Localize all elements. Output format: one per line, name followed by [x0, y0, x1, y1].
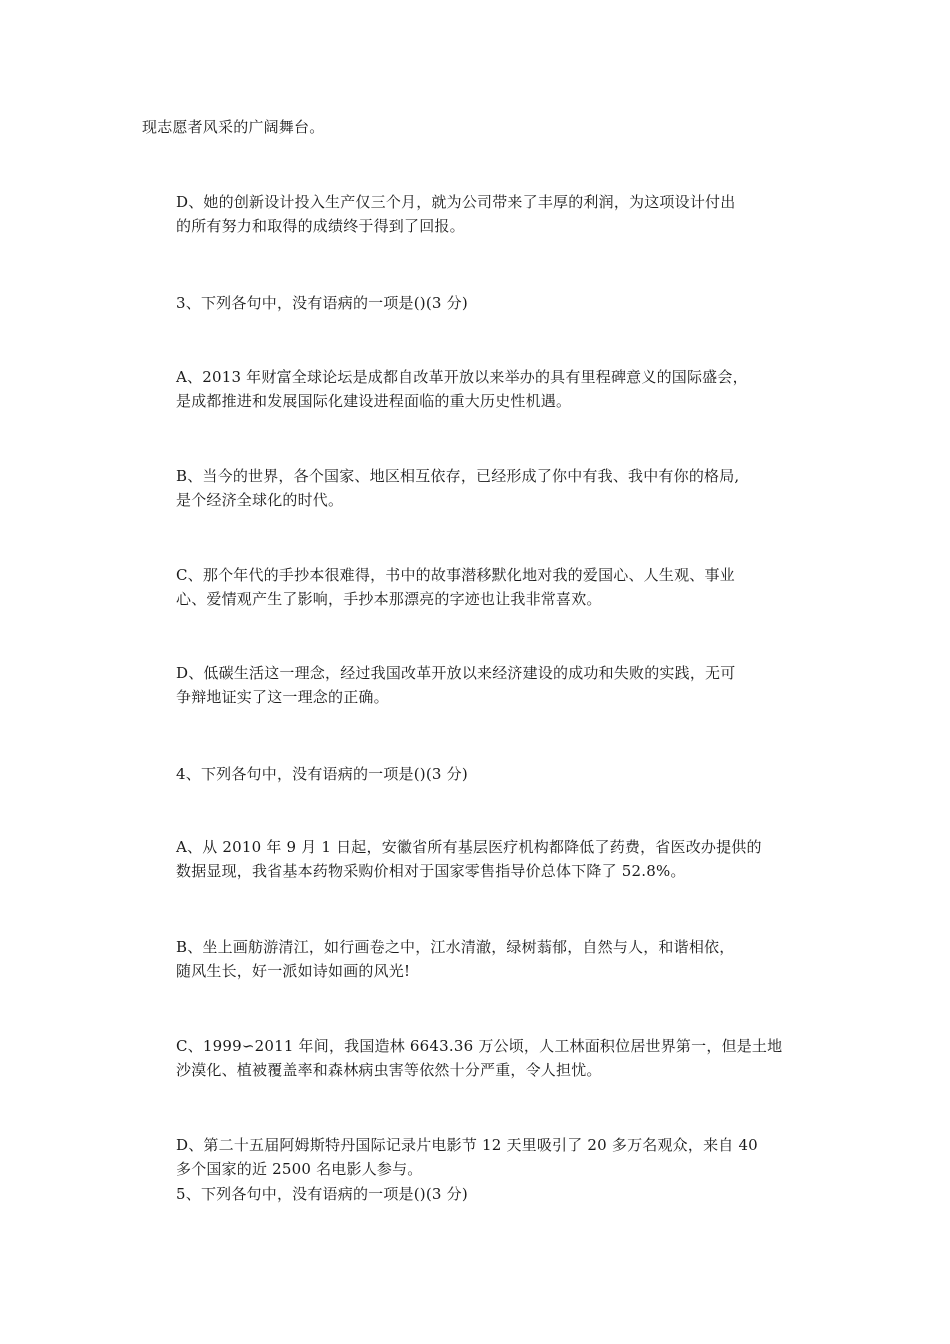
text-line: 是个经济全球化的时代。	[176, 491, 344, 509]
paragraph-option-c-q3	[142, 563, 810, 611]
text-line: 争辩地证实了这一理念的正确。	[176, 688, 389, 706]
text-line: 数据显现，我省基本药物采购价相对于国家零售指导价总体下降了 52.8%。	[176, 862, 686, 880]
paragraph-option-a-q4	[142, 835, 810, 883]
question-3	[142, 291, 810, 315]
text-line: 心、爱情观产生了影响，手抄本那漂亮的字迹也让我非常喜欢。	[176, 590, 602, 608]
text-line: 5、下列各句中，没有语病的一项是()(3 分)	[176, 1185, 468, 1203]
text-line: 3、下列各句中，没有语病的一项是()(3 分)	[176, 294, 468, 312]
text-line: D、第二十五届阿姆斯特丹国际记录片电影节 12 天里吸引了 20 多万名观众，来自 40	[176, 1136, 758, 1154]
text-line: B、坐上画舫游清江，如行画卷之中，江水清澈，绿树蓊郁，自然与人，和谐相依，	[176, 938, 735, 956]
text-line: 现志愿者风采的广阔舞台。	[142, 118, 325, 136]
text-line: 沙漠化、植被覆盖率和森林病虫害等依然十分严重，令人担忧。	[176, 1061, 602, 1079]
paragraph-option-d-q4	[142, 1133, 810, 1181]
paragraph-option-d-q2	[142, 190, 810, 238]
text-line: C、那个年代的手抄本很难得，书中的故事潜移默化地对我的爱国心、人生观、事业	[176, 566, 735, 584]
paragraph-option-b-q3	[142, 464, 810, 512]
paragraph-option-d-q3	[142, 661, 810, 709]
text-line: B、当今的世界，各个国家、地区相互依存，已经形成了你中有我、我中有你的格局,	[176, 467, 740, 485]
text-line: 的所有努力和取得的成绩终于得到了回报。	[176, 217, 465, 235]
paragraph-option-c-q4	[142, 1034, 810, 1082]
text-line: A、从 2010 年 9 月 1 日起，安徽省所有基层医疗机构都降低了药费，省医改办提供的	[176, 838, 762, 856]
text-line: D、低碳生活这一理念，经过我国改革开放以来经济建设的成功和失败的实践，无可	[176, 664, 736, 682]
text-line: 多个国家的近 2500 名电影人参与。	[176, 1160, 423, 1178]
paragraph-continuation	[142, 115, 810, 139]
text-line: C、1999∽2011 年间，我国造林 6643.36 万公顷，人工林面积位居世界第一，但是土地	[176, 1037, 783, 1055]
text-line: 随风生长，好一派如诗如画的风光!	[176, 962, 411, 980]
text-line: 4、下列各句中，没有语病的一项是()(3 分)	[176, 765, 468, 783]
text-line: A、2013 年财富全球论坛是成都自改革开放以来举办的具有里程碑意义的国际盛会，	[176, 368, 748, 386]
text-line: 是成都推进和发展国际化建设进程面临的重大历史性机遇。	[176, 392, 572, 410]
paragraph-option-a-q3	[142, 365, 810, 413]
question-5	[142, 1182, 810, 1206]
paragraph-option-b-q4	[142, 935, 810, 983]
question-4	[142, 762, 810, 786]
text-line: D、她的创新设计投入生产仅三个月，就为公司带来了丰厚的利润，为这项设计付出	[176, 193, 736, 211]
